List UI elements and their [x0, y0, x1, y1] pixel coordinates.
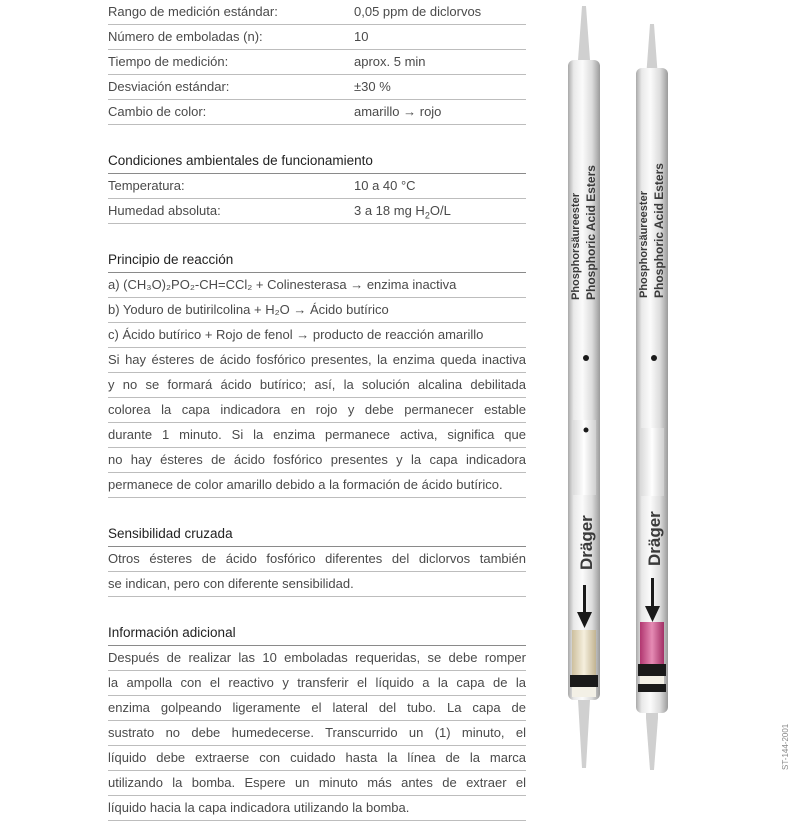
tube-black-band	[570, 675, 598, 687]
tubes-svg	[526, 0, 800, 800]
condition-value: 10 a 40 °C	[354, 178, 416, 193]
cross-sensitivity-heading: Sensibilidad cruzada	[108, 522, 526, 547]
reaction-paragraph-line	[108, 473, 526, 498]
condition-label: Humedad absoluta:	[108, 203, 221, 218]
reaction-paragraph-line	[108, 448, 526, 473]
reaction-line: c) Ácido butírico + Rojo de fenol → producto de reacción amarillo	[108, 323, 526, 348]
paragraph-text: colorea la capa indicadora en rojo y debe permanecer estable	[108, 402, 526, 417]
reaction-paragraph-line	[108, 423, 526, 448]
spec-label: Número de emboladas (n):	[108, 29, 263, 44]
document-text-column	[108, 0, 526, 815]
tube-label-de: Phosphorsäureester	[638, 191, 650, 298]
condition-value	[354, 199, 526, 223]
spec-label: Tiempo de medición:	[108, 54, 229, 69]
spec-label: Desviación estándar:	[108, 79, 230, 94]
spacer	[108, 224, 526, 248]
conditions-heading: Condiciones ambientales de funcionamiento	[108, 149, 526, 174]
brand-logo: Dräger	[645, 511, 664, 566]
spec-row	[108, 100, 526, 125]
spacer	[108, 498, 526, 522]
condition-label: Temperatura:	[108, 178, 185, 193]
spec-row	[108, 75, 526, 100]
humidity-pre: 3 a 18 mg H	[354, 203, 425, 218]
tube-mark	[584, 428, 589, 433]
humidity-post: O/L	[429, 203, 451, 218]
spec-value: 0,05 ppm de diclorvos	[354, 4, 482, 19]
humidity-sub: 2	[424, 210, 430, 221]
paragraph-text: permanece de color amarillo debido a la formación de ácido butírico.	[108, 477, 503, 492]
additional-info-line	[108, 721, 526, 746]
tube-mark	[583, 355, 589, 361]
spec-value: 10	[354, 29, 369, 44]
spec-value: aprox. 5 min	[354, 54, 426, 69]
spacer	[108, 597, 526, 621]
tube-left	[568, 6, 600, 768]
tube-plug	[572, 687, 596, 697]
paragraph-text: Después de realizar las 10 emboladas requeridas, se debe romper	[108, 650, 526, 665]
spec-row	[108, 50, 526, 75]
figure-reference: ST-144-2001	[781, 723, 790, 770]
tube-label-en: Phosphoric Acid Esters	[652, 163, 666, 298]
tube-black-band	[638, 684, 666, 692]
reaction-line: a) (CH₃O)₂PO₂-CH=CCl₂ + Colinesterasa → enzima inactiva	[108, 273, 526, 298]
tube-mark	[651, 355, 657, 361]
tube-label-en: Phosphoric Acid Esters	[584, 165, 598, 300]
reaction-paragraph-line	[108, 398, 526, 423]
tube-illustration	[526, 0, 800, 800]
tube-right	[636, 24, 668, 770]
additional-info-heading: Información adicional	[108, 621, 526, 646]
cross-sensitivity-line	[108, 547, 526, 572]
additional-info-line	[108, 671, 526, 696]
paragraph-text: líquido hacia la capa indicadora utilizando la bomba.	[108, 800, 410, 815]
condition-row-temperature	[108, 174, 526, 199]
tube-label-de: Phosphorsäureester	[570, 193, 582, 300]
paragraph-text: durante 1 minuto. Si la enzima permanece activa, significa que	[108, 427, 526, 442]
paragraph-text: y no se formará ácido butírico; así, la solución alcalina debilitada	[108, 377, 526, 392]
paragraph-text: enzima golpeando ligeramente el lateral del tubo. La capa de	[108, 700, 526, 715]
condition-row-humidity	[108, 199, 526, 224]
additional-info-line	[108, 696, 526, 721]
spacer	[108, 125, 526, 149]
paragraph-text: líquido debe extraerse con cuidado hasta la línea de la marca	[108, 750, 526, 765]
paragraph-text: la ampolla con el reactivo y transferir el líquido a la capa de la	[108, 675, 526, 690]
tube-indicator-layer	[572, 630, 596, 675]
tube-black-band	[638, 664, 666, 676]
spec-table	[108, 0, 526, 125]
paragraph-text: se indican, pero con diferente sensibilidad.	[108, 576, 354, 591]
paragraph-text: Otros ésteres de ácido fosfórico diferentes del diclorvos también	[108, 551, 526, 566]
spec-label: Rango de medición estándar:	[108, 4, 278, 19]
tube-white-layer	[640, 428, 664, 496]
additional-info-line	[108, 746, 526, 771]
reaction-heading: Principio de reacción	[108, 248, 526, 273]
spec-row	[108, 0, 526, 25]
spec-value: amarillo → rojo	[354, 104, 442, 119]
tube-plug	[640, 676, 664, 684]
spec-value: ±30 %	[354, 79, 391, 94]
spec-row	[108, 25, 526, 50]
paragraph-text: no hay ésteres de ácido fosfórico presentes y la capa indicadora	[108, 452, 526, 467]
brand-logo: Dräger	[577, 515, 596, 570]
paragraph-text: utilizando la bomba. Espere un minuto más antes de extraer el	[108, 775, 526, 790]
reaction-paragraph-line	[108, 373, 526, 398]
additional-info-line	[108, 771, 526, 796]
paragraph-text: Si hay ésteres de ácido fosfórico presentes, la enzima queda inactiva	[108, 352, 526, 367]
paragraph-text: sustrato no debe humedecerse. Transcurrido un (1) minuto, el	[108, 725, 526, 740]
additional-info-line	[108, 646, 526, 671]
cross-sensitivity-line	[108, 572, 526, 597]
tube-indicator-layer-red	[640, 622, 664, 664]
spec-label: Cambio de color:	[108, 104, 207, 119]
reaction-line: b) Yoduro de butirilcolina + H₂O → Ácido butírico	[108, 298, 526, 323]
reaction-paragraph-line	[108, 348, 526, 373]
